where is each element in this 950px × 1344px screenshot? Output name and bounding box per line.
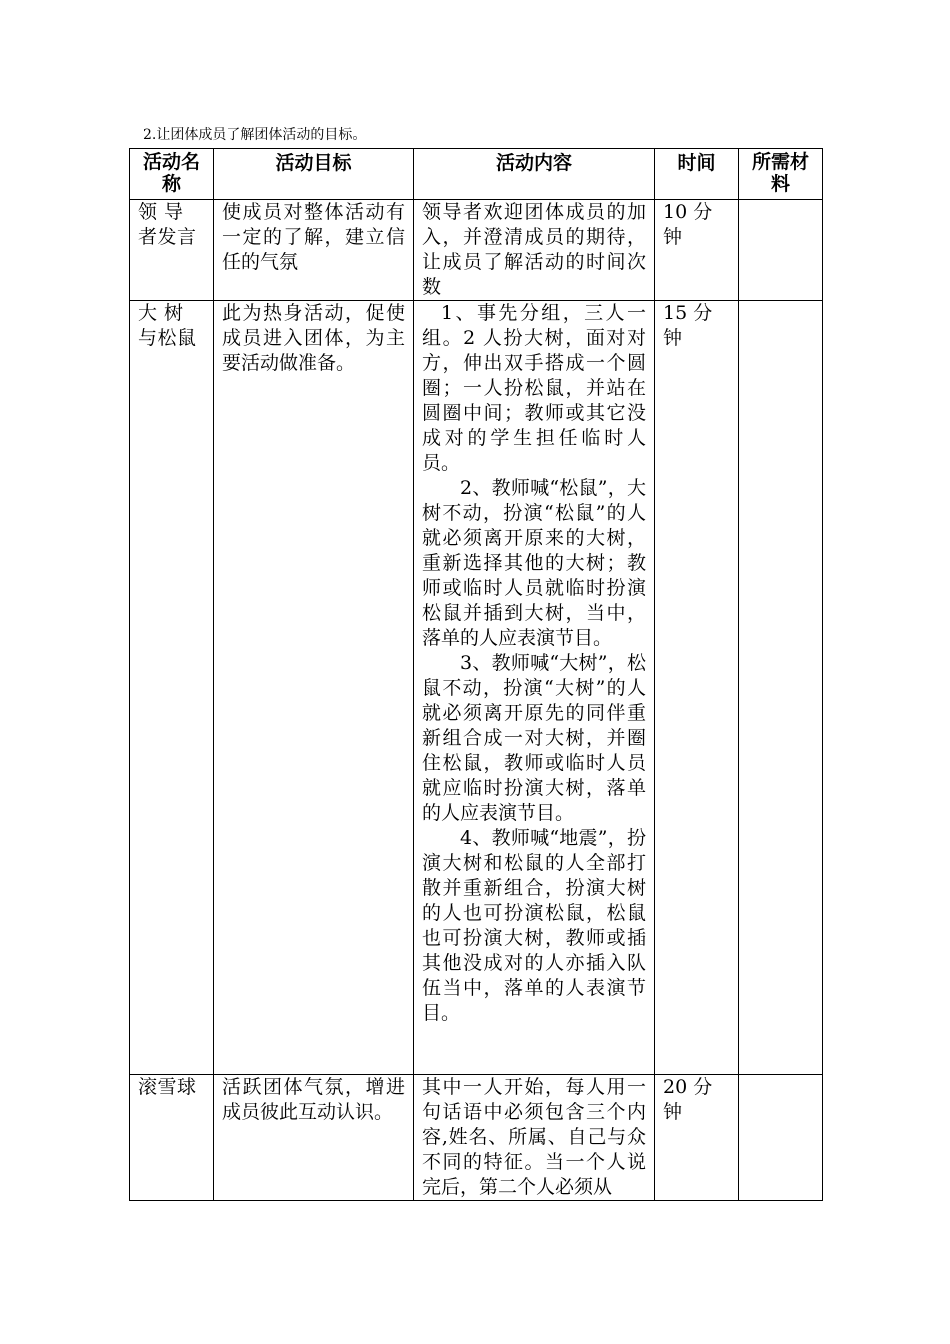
header-activity-goal: 活动目标 bbox=[214, 149, 414, 200]
activity-name: 领 导 者发言 bbox=[130, 200, 214, 301]
intro-text: 2.让团体成员了解团体活动的目标。 bbox=[143, 127, 367, 143]
table-row bbox=[130, 200, 823, 301]
content-paragraph: 3、教师喊“大树”，松鼠不动，扮演“大树”的人就必须离开原先的同伴重新组合成一对大树，并圈住松鼠，教师或临时人员就应临时扮演大树，落单的人应表演节目。 bbox=[422, 652, 646, 824]
header-time: 时间 bbox=[655, 149, 739, 200]
content-paragraph: 领导者欢迎团体成员的加入，并澄清成员的期待，让成员了解活动的时间次数 bbox=[422, 201, 646, 298]
activity-materials bbox=[739, 200, 823, 301]
content-paragraph: 2、教师喊“松鼠”，大树不动，扮演“松鼠”的人就必须离开原来的大树，重新选择其他的大树；教师或临时人员就临时扮演松鼠并插到大树，当中，落单的人应表演节目。 bbox=[422, 477, 646, 649]
activity-time: 10 分钟 bbox=[655, 200, 739, 301]
activity-name: 滚雪球 bbox=[130, 1075, 214, 1201]
header-activity-name: 活动名称 bbox=[130, 149, 214, 200]
table-row bbox=[130, 301, 823, 1075]
content-paragraph: 4、教师喊“地震”，扮演大树和松鼠的人全部打散并重新组合，扮演大树的人也可扮演松鼠，松鼠也可扮演大树，教师或插其他没成对的人亦插入队伍当中，落单的人表演节目。 bbox=[422, 827, 646, 1024]
activity-content bbox=[414, 301, 655, 1075]
activity-materials bbox=[739, 301, 823, 1075]
activity-goal: 使成员对整体活动有一定的了解，建立信任的气氛 bbox=[214, 200, 414, 301]
activity-materials bbox=[739, 1075, 823, 1201]
activity-content bbox=[414, 200, 655, 301]
activity-time: 20 分钟 bbox=[655, 1075, 739, 1201]
header-materials: 所需材料 bbox=[739, 149, 823, 200]
activity-table bbox=[129, 148, 823, 1201]
header-activity-content: 活动内容 bbox=[414, 149, 655, 200]
table-row bbox=[130, 1075, 823, 1201]
activity-time: 15 分钟 bbox=[655, 301, 739, 1075]
activity-goal: 活跃团体气氛，增进成员彼此互动认识。 bbox=[214, 1075, 414, 1201]
content-paragraph: 其中一人开始，每人用一句话语中必须包含三个内容,姓名、所属、自己与众不同的特征。当一个人说完后，第二个人必须从 bbox=[422, 1076, 646, 1198]
table-header-row bbox=[130, 149, 823, 200]
content-paragraph: 1、事先分组，三人一组。2 人扮大树，面对对方，伸出双手搭成一个圆圈；一人扮松鼠，并站在圆圈中间；教师或其它没成对的学生担任临时人员。 bbox=[422, 302, 646, 474]
activity-name: 大 树 与松鼠 bbox=[130, 301, 214, 1075]
activity-goal: 此为热身活动，促使成员进入团体，为主要活动做准备。 bbox=[214, 301, 414, 1075]
activity-content bbox=[414, 1075, 655, 1201]
